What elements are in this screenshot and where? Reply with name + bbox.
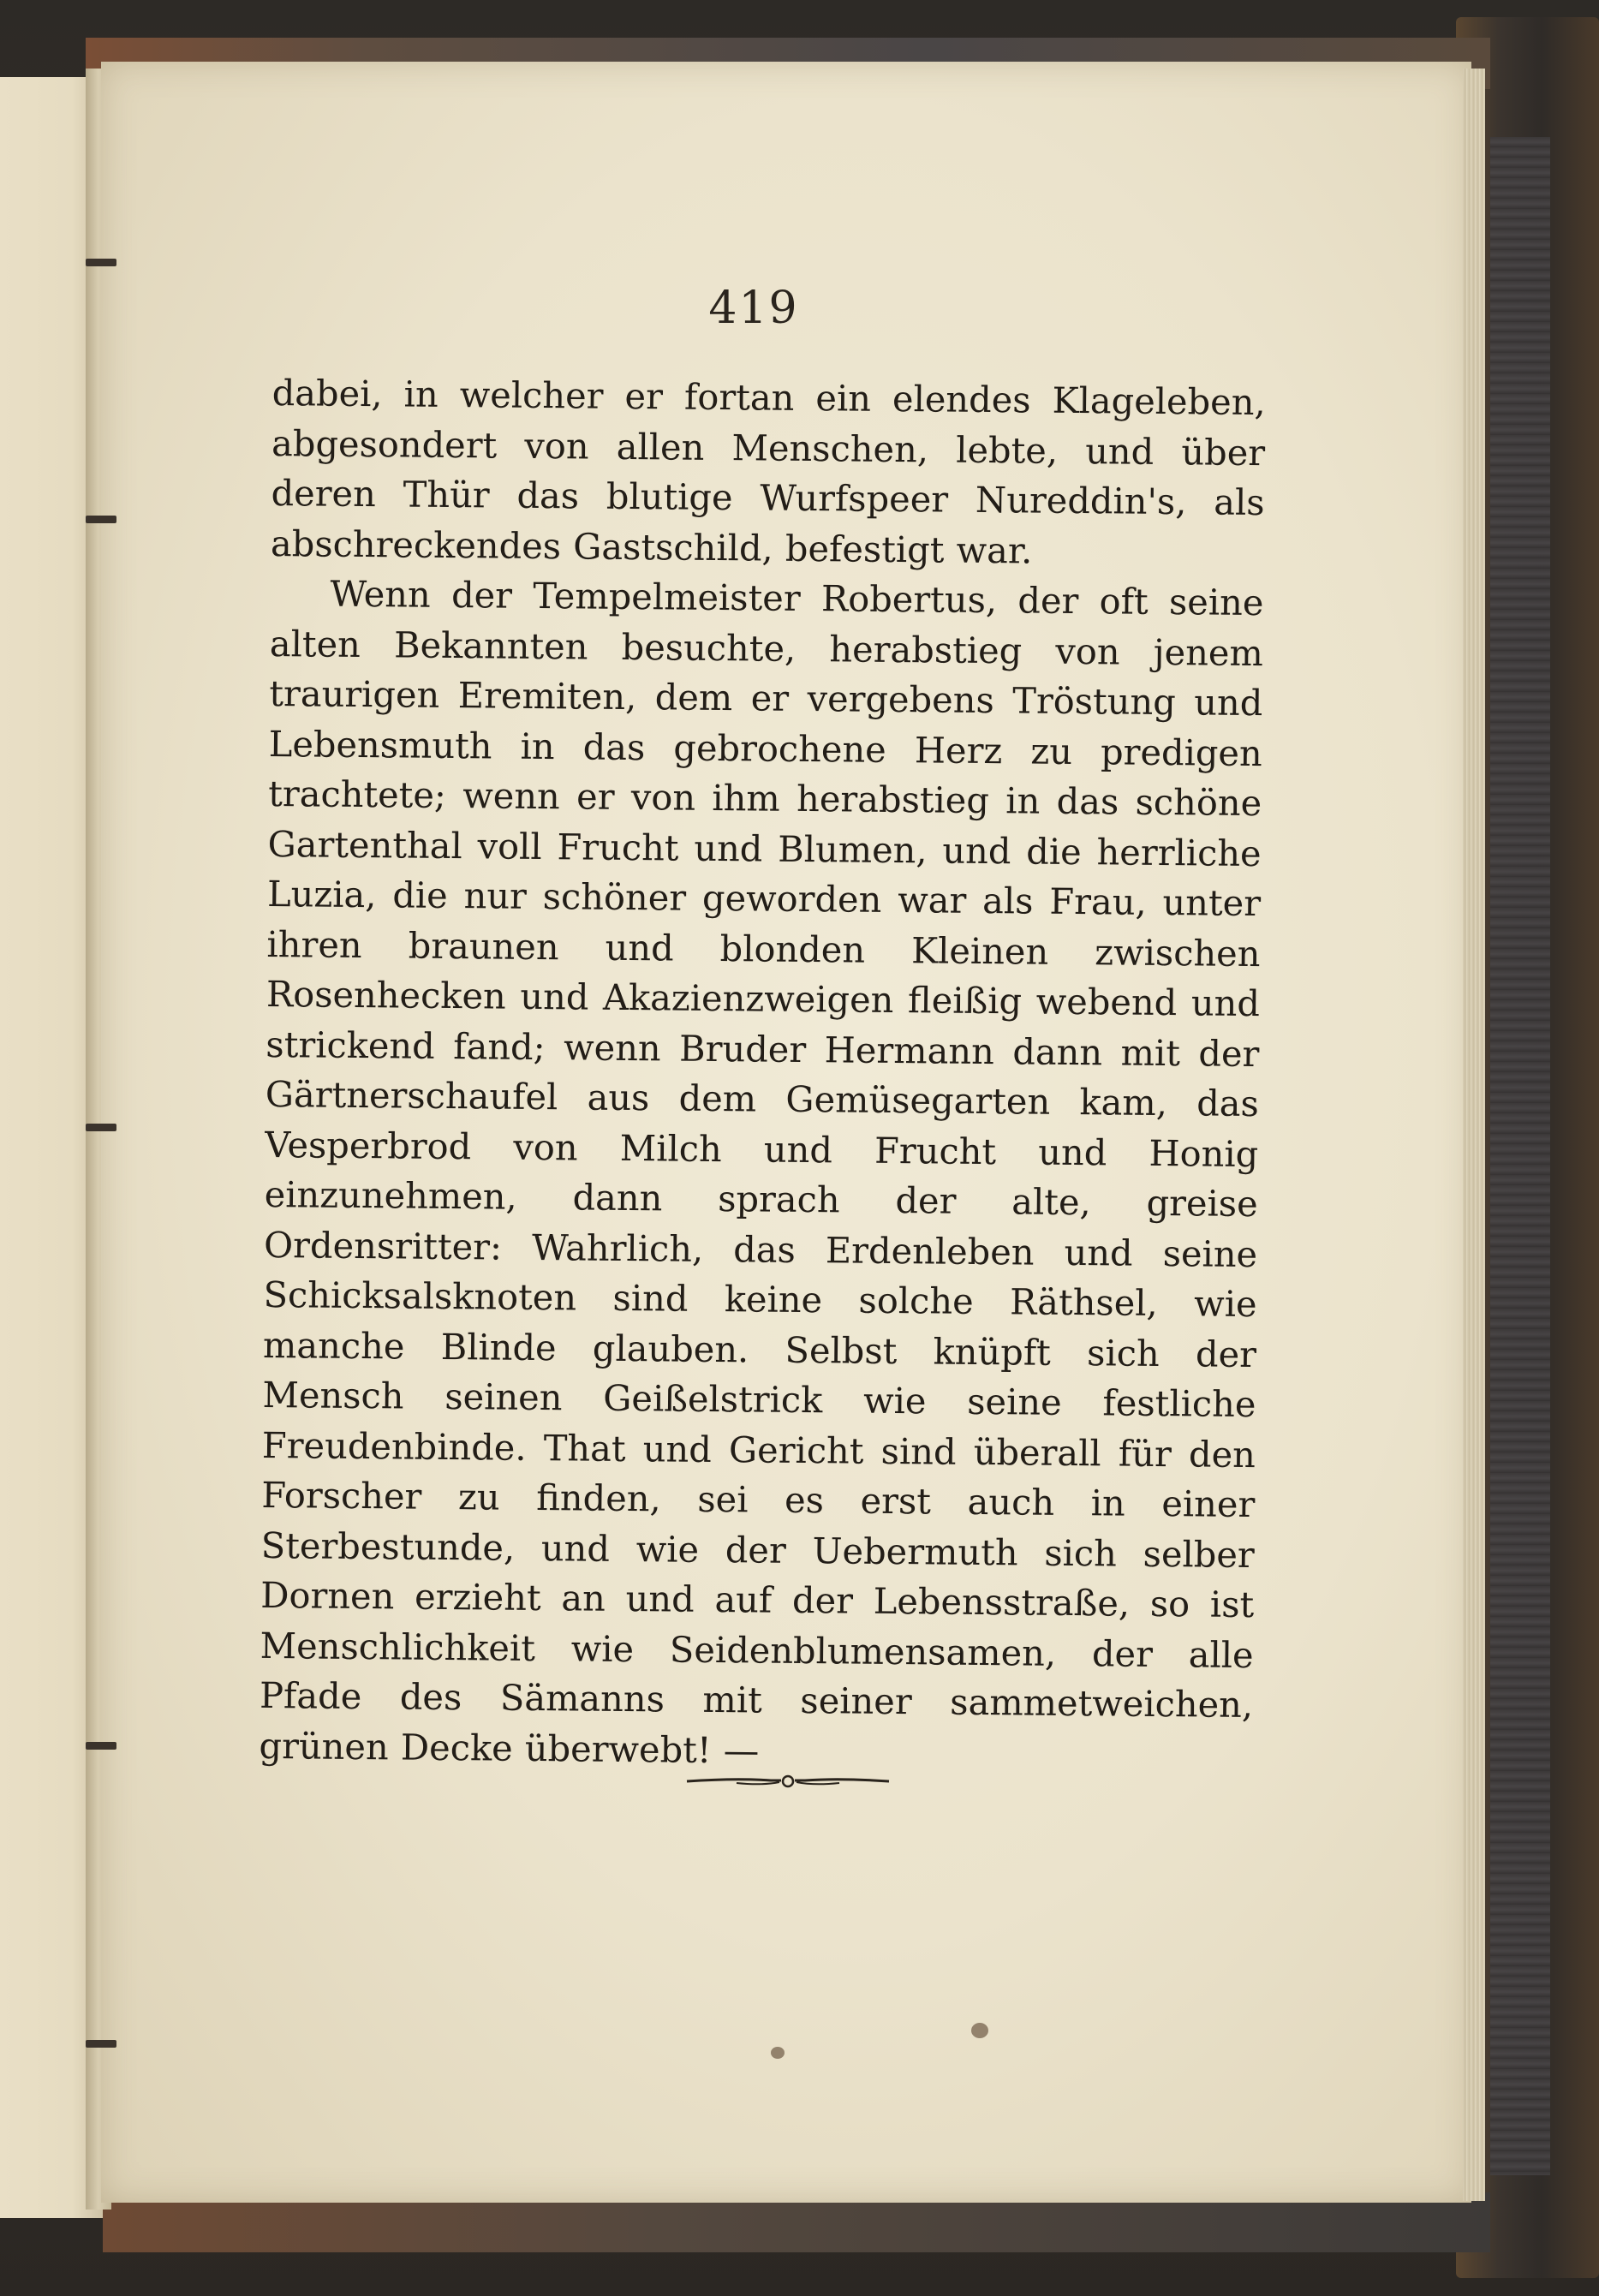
page-edges — [1463, 69, 1485, 2201]
binding-stitch — [86, 2040, 116, 2048]
paper-spot — [971, 2023, 988, 2038]
paragraph-2: Wenn der Tempelmeister Robertus, der oft seine alten Bekannten besuchte, herabstieg von jenem traurigen Eremiten, dem er vergebens Tröstung und Lebensmuth in das gebrochene Herz zu predigen trachtete; wenn er von ihm herabstieg in das schöne Gartenthal voll Frucht und Blumen, und die herrliche Luzia, die nur schöner geworden war als Frau, unter ihren braunen und blonden Kleinen zwischen Rosenhecken und Akazienzweigen fleißig webend und strickend fand; wenn Bruder Hermann dann mit der Gärtnerschaufel aus dem Gemüsegarten kam, das Vesperbrod von Milch und Frucht und Honig einzunehmen, dann sprach der alte, greise Ordensritter: Wahrlich, das Erdenleben und seine Schicksalsknoten sind keine solche Räthsel, wie manche Blinde glauben. Selbst knüpft sich der Mensch seinen Geißelstrick wie seine festliche Freudenbinde. That und Gericht sind überall für den Forscher zu finden, sei es erst auch in einer Sterbestunde, und wie der Uebermuth sich selber Dornen erzieht an und auf der Lebensstraße, so ist Menschlichkeit wie Seidenblumensamen, der alle Pfade des Sämanns mit seiner sammetweichen, grünen Decke überwebt! — — [259, 572, 1264, 1772]
binding-stitch — [86, 259, 116, 266]
paper-spot — [771, 2047, 785, 2059]
binding-stitch — [86, 516, 116, 523]
page-number: 419 — [708, 283, 799, 334]
flourish-ornament — [685, 1773, 891, 1790]
binding-stitch — [86, 1742, 116, 1750]
paragraph-1: dabei, in welcher er fortan ein elendes Klageleben, abgesondert von allen Menschen, lebte, und über deren Thür das blutige Wurfspeer Nureddin's, als abschreckendes Gastschild, befestigt war. — [270, 371, 1266, 572]
binding-stitch — [86, 1124, 116, 1131]
body-text — [259, 368, 1266, 1780]
cover-cloth-edge — [1490, 137, 1550, 2175]
